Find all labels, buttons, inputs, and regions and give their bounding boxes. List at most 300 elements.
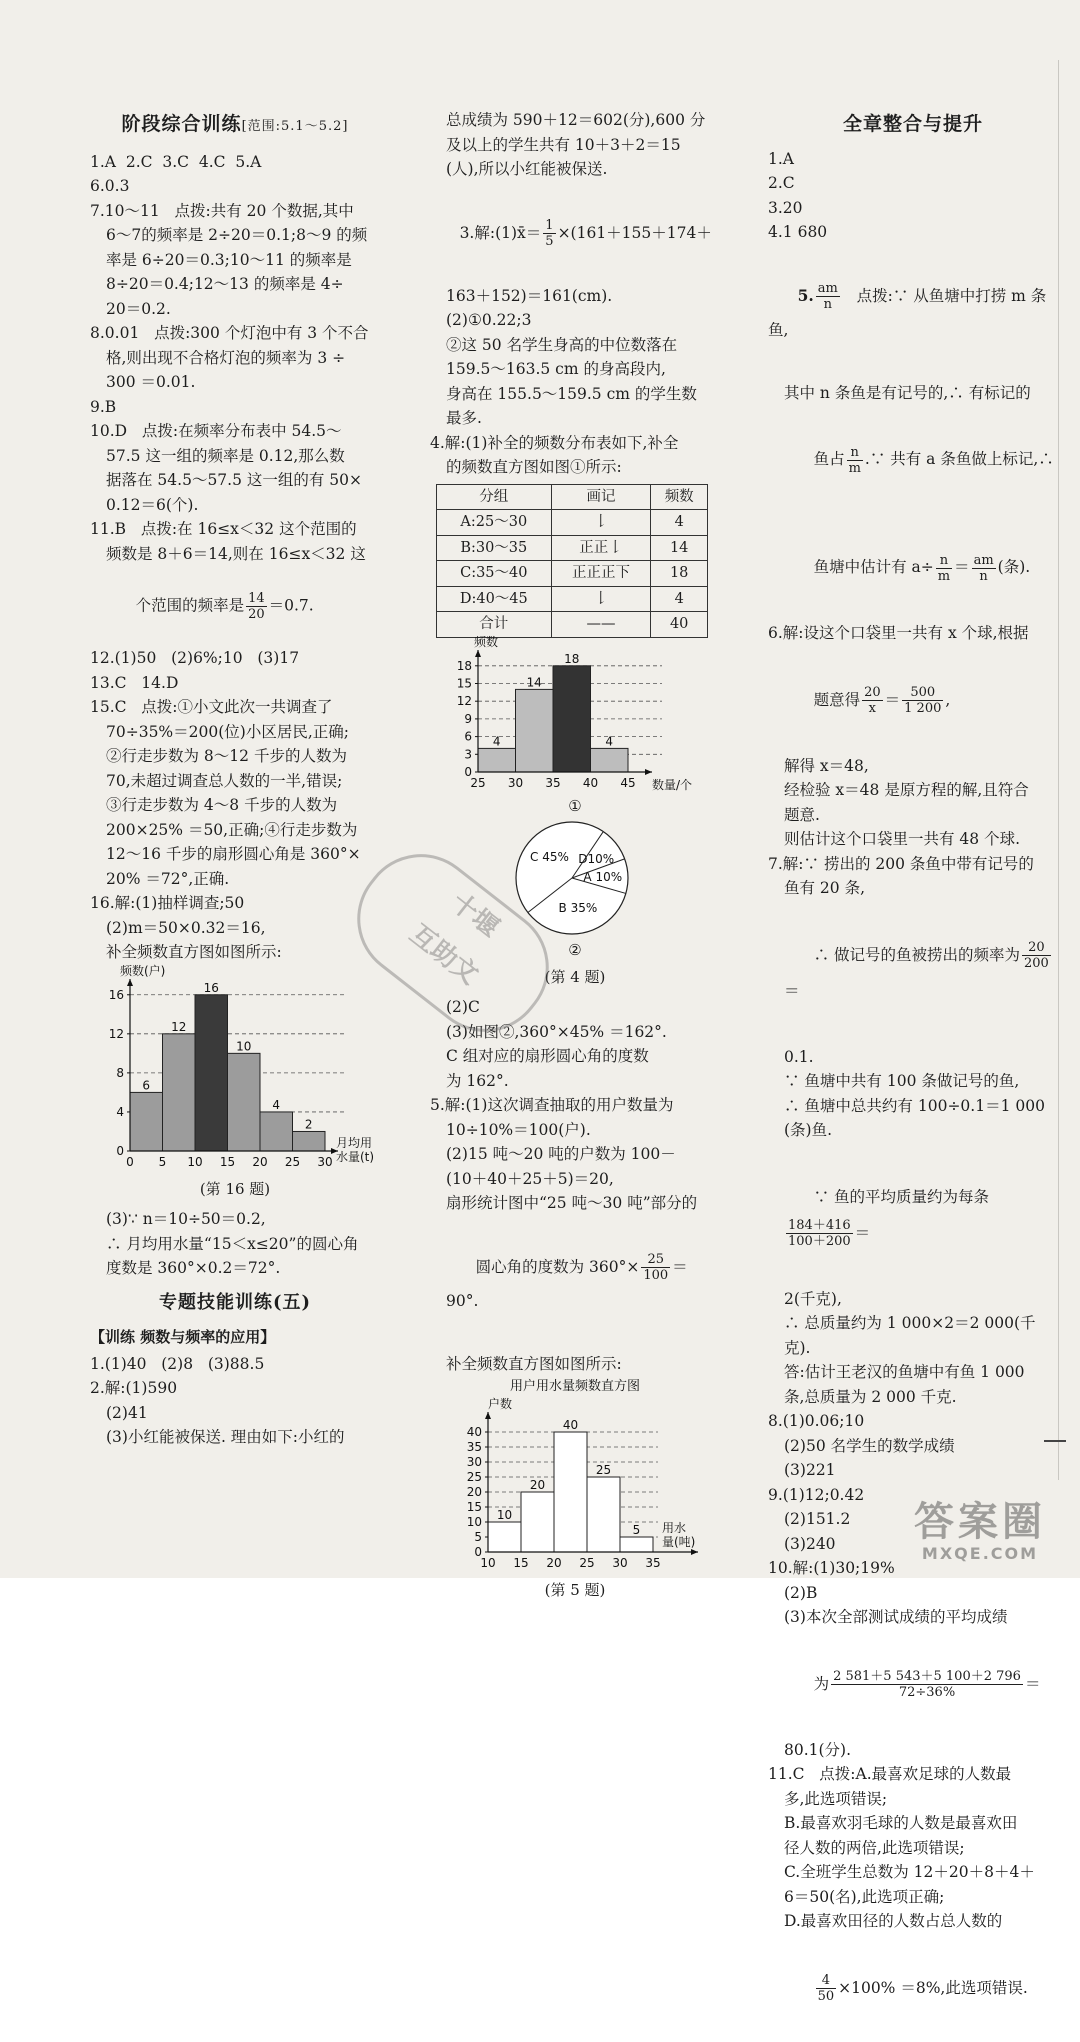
histogram-bar — [554, 1432, 587, 1552]
answer-line: 多,此选项错误; — [784, 1789, 888, 1808]
section-title-stage — [90, 112, 380, 140]
frac-mid: ＝ — [884, 690, 901, 709]
bar-value-label: 12 — [171, 1019, 187, 1034]
frac-pre: 3.解:(1)x̄＝ — [459, 223, 542, 242]
frac-post: .∵ 共有 a 条鱼做上标记,∴ — [864, 450, 1054, 468]
q5-fraction-line — [430, 1216, 720, 1352]
section-title-chapter: 全章整合与提升 — [842, 113, 983, 135]
answer-line: 1.(1)40 (2)8 (3)88.5 — [90, 1354, 265, 1373]
answer-line: 总成绩为 590＋12＝602(分),600 分 — [446, 111, 706, 129]
numerator: 4 — [816, 1973, 837, 1989]
answer-line: 克). — [784, 1338, 811, 1357]
answer-line: 11.C 点拨:A.最喜欢足球的人数最 — [768, 1765, 1012, 1783]
y-tick-label: 9 — [464, 711, 472, 726]
answer-line: 最多. — [446, 409, 482, 427]
answer-line: 15.C 点拨:①小文此次一共调查了 — [90, 698, 333, 716]
fraction — [862, 685, 883, 716]
table-cell: C:35～40 — [437, 561, 552, 587]
bar-value-label: 25 — [595, 1463, 612, 1477]
frac-post: ＝ — [1024, 1674, 1041, 1693]
fraction — [902, 685, 943, 716]
histogram-bar — [130, 1092, 163, 1151]
y-tick-label: 0 — [464, 764, 472, 779]
answer-line: B.最喜欢羽毛球的人数是最喜欢田 — [784, 1814, 1018, 1832]
answer-line: 0.1. — [784, 1047, 814, 1066]
table-cell: 𠄌 — [551, 586, 651, 612]
pie-slice-label: A 10% — [583, 869, 623, 884]
table-cell: 14 — [651, 535, 708, 561]
table-cell: B:30～35 — [437, 535, 552, 561]
answer-line: 解得 x＝48, — [784, 756, 869, 775]
y-axis-arrow — [475, 650, 481, 657]
column-3 — [768, 108, 1058, 2042]
answer-line: 5.解:(1)这次调查抽取的用户数量为 — [430, 1096, 674, 1114]
watermark-title: 答案圈 — [914, 1499, 1046, 1545]
numerator: 20 — [1022, 940, 1051, 956]
col2-lines-b — [430, 284, 720, 480]
table-cell: 合计 — [437, 612, 552, 638]
y-axis-arrow — [127, 979, 133, 986]
fraction — [936, 553, 952, 584]
table-row — [437, 612, 708, 638]
pie-label: ② — [568, 941, 582, 959]
answer-line: 经检验 x＝48 是原方程的解,且符合 — [784, 781, 1029, 799]
x-tick-label: 10 — [480, 1556, 496, 1570]
answer-line: 12.(1)50 (2)6%;10 (3)17 — [90, 649, 300, 667]
col1-lines — [90, 150, 380, 567]
frac-pre: 鱼占 — [813, 450, 845, 468]
answer-line: 及以上的学生共有 10＋3＋2＝15 — [446, 135, 681, 154]
answer-line: 10.D 点拨:在频率分布表中 54.5～ — [90, 422, 342, 440]
histogram-q4 — [430, 634, 720, 794]
table-cell: 4 — [651, 510, 708, 536]
frac-pre: 为 — [813, 1674, 830, 1693]
frac-pre: ∴ 做记号的鱼被捞出的频率为 — [813, 945, 1020, 964]
answer-line: 8.0.01 点拨:300 个灯泡中有 3 个不合 — [90, 324, 369, 342]
table-cell: —— — [551, 612, 651, 638]
table-header-cell: 频数 — [651, 484, 708, 510]
answer-line: 4.1 680 — [768, 223, 828, 241]
frac-post: ×(161＋155＋174＋ — [557, 223, 712, 242]
x-tick-label: 45 — [620, 775, 636, 790]
section-title-skill: 专题技能训练(五) — [158, 1291, 312, 1313]
answer-line: 163＋152)＝161(cm). — [446, 286, 613, 305]
denominator: 200 — [1024, 956, 1049, 971]
col3-lines — [768, 147, 1058, 245]
bar-value-label: 10 — [496, 1508, 513, 1522]
histogram-bar — [488, 1522, 521, 1552]
answer-line: (2)41 — [106, 1403, 148, 1422]
y-tick-label: 40 — [466, 1425, 482, 1439]
bar-value-label: 4 — [605, 733, 614, 748]
answer-line: 答:估计王老汉的鱼塘中有鱼 1 000 — [784, 1363, 1025, 1381]
answer-line: (2)m＝50×0.32＝16, — [106, 918, 266, 937]
table-cell: 正正𠄌 — [551, 535, 651, 561]
numerator: 500 — [902, 685, 943, 701]
answer-line: 2(千克), — [784, 1289, 842, 1308]
answer-line: 径人数的两倍,此选项错误; — [784, 1838, 965, 1857]
table-header-row — [437, 484, 708, 510]
x-tick-label: 20 — [546, 1556, 562, 1570]
answer-line: 格,则出现不合格灯泡的频率为 3 ÷ — [106, 348, 346, 367]
answer-line: ∴ 鱼塘中总共约有 100÷0.1＝1 000 — [784, 1096, 1045, 1115]
table-cell: D:40～45 — [437, 586, 552, 612]
answer-line: 20% ＝72°,正确. — [106, 869, 230, 888]
caption-q4: (第 4 题) — [544, 967, 606, 986]
histogram-bar — [521, 1492, 554, 1552]
frac-pre: 圆心角的度数为 360°× — [475, 1257, 640, 1276]
chart-title: 用户用水量频数直方图 — [509, 1379, 641, 1394]
x-tick-label: 40 — [582, 775, 599, 790]
y-tick-label: 18 — [456, 658, 472, 673]
answer-line: 据落在 54.5～57.5 这一组的有 50× — [106, 471, 363, 489]
answer-line: 159.5～163.5 cm 的身高段内, — [446, 360, 666, 378]
frac-post: ＝90°. — [446, 1257, 688, 1310]
histogram-q5 — [430, 1376, 720, 1576]
col2-lines-d — [430, 1352, 720, 1377]
answer-line: ③行走步数为 4～8 千步的人数为 — [106, 796, 338, 814]
frac-post: ＝0.7. — [268, 596, 314, 614]
numerator: am — [973, 552, 994, 568]
table-row — [437, 561, 708, 587]
histogram-bar — [163, 1033, 196, 1150]
y-tick-label: 0 — [474, 1545, 482, 1559]
numerator: 1 — [545, 218, 554, 233]
denominator: 1 200 — [904, 701, 942, 716]
x-tick-label: 0 — [126, 1154, 134, 1169]
frac-pre: ∵ 鱼的平均质量约为每条 — [813, 1187, 989, 1206]
answer-line: ∵ 鱼塘中共有 100 条做记号的鱼, — [784, 1072, 1020, 1090]
x-tick-label: 35 — [545, 775, 561, 790]
x-tick-label: 25 — [579, 1556, 595, 1570]
denominator: n — [823, 297, 832, 312]
answer-line: (2)C — [446, 998, 480, 1016]
answer-line: (3)221 — [784, 1461, 836, 1479]
y-tick-label: 12 — [108, 1026, 124, 1041]
numerator: 14 — [248, 590, 265, 606]
pie-slice-label: D10% — [578, 852, 615, 867]
table-cell: 40 — [651, 612, 708, 638]
y-tick-label: 15 — [466, 1500, 482, 1514]
histogram-bar — [620, 1537, 653, 1552]
answer-line: 13.C 14.D — [90, 673, 179, 692]
page-edge-mark — [1044, 1440, 1066, 1442]
y-tick-label: 6 — [464, 729, 472, 744]
answer-line: ②这 50 名学生身高的中位数落在 — [446, 335, 678, 354]
q5-line-c — [768, 405, 1058, 513]
y-tick-label: 15 — [456, 676, 472, 690]
answer-line: C.全班学生总数为 12＋20＋8＋4＋ — [784, 1863, 1035, 1881]
denominator: 5 — [545, 234, 554, 249]
numerator: 184＋416 — [788, 1218, 851, 1233]
answer-line: 200×25% ＝50,正确;④行走步数为 — [106, 820, 358, 839]
denominator: 100 — [643, 1268, 669, 1283]
watermark-url: MXQE.COM — [921, 1544, 1039, 1563]
frac-post: 点拨:∵ 从鱼塘中打捞 m 条鱼, — [768, 286, 1047, 339]
answer-line: 70,未超过调查总人数的一半,错误; — [106, 771, 343, 790]
bar-value-label: 5 — [632, 1523, 641, 1537]
y-axis-label: 频数(户) — [120, 963, 166, 978]
frac-post: ＝ — [854, 1223, 871, 1242]
column-2 — [430, 108, 720, 1609]
numerator: 20 — [864, 685, 881, 700]
answer-line: 2.C — [768, 174, 795, 192]
answer-line: 7.解:∵ 捞出的 200 条鱼中带有记号的 — [768, 854, 1034, 873]
bar-value-label: 6 — [142, 1077, 151, 1092]
histogram-bar — [260, 1111, 293, 1150]
answer-line: D.最喜欢田径的人数占总人数的 — [784, 1912, 1003, 1930]
fraction — [816, 1973, 837, 2004]
x-axis-arrow — [645, 769, 652, 775]
q10-fraction-line — [768, 1630, 1058, 1738]
table-header-cell: 分组 — [437, 484, 552, 510]
histogram-bar — [516, 689, 554, 772]
answer-line: 8.(1)0.06;10 — [768, 1412, 865, 1430]
x-axis-label: 用水 — [662, 1521, 687, 1535]
answer-line: 的频数直方图如图①所示: — [446, 458, 622, 476]
fraction — [847, 445, 863, 476]
answer-line: (3)240 — [784, 1534, 836, 1553]
table-header-cell: 画记 — [551, 484, 651, 510]
answer-line: (3)本次全部测试成绩的平均成绩 — [784, 1608, 1008, 1626]
page-fold-line — [1058, 60, 1059, 1480]
answer-line: 身高在 155.5～159.5 cm 的学生数 — [446, 384, 697, 403]
q3-line-1 — [430, 182, 720, 284]
answer-line: 6.0.3 — [90, 177, 130, 195]
fraction — [246, 591, 267, 622]
x-tick-label: 30 — [612, 1556, 628, 1570]
col2-lines — [430, 108, 720, 182]
table-cell: 18 — [651, 561, 708, 587]
answer-line: (2)50 名学生的数学成绩 — [784, 1436, 955, 1455]
q11-fraction-line — [768, 1934, 1058, 2042]
denominator: 72÷36% — [898, 1685, 956, 1700]
bar-value-label: 40 — [562, 1418, 579, 1432]
x-tick-label: 15 — [513, 1556, 529, 1570]
x-tick-label: 25 — [470, 775, 486, 790]
col3-lines-d — [768, 1287, 1058, 1630]
q5-line-a — [768, 245, 1058, 381]
stage-title: 阶段综合训练 — [121, 113, 242, 135]
frac-post: ＝ — [784, 981, 800, 1000]
numerator: n — [936, 553, 952, 569]
answer-line: 鱼有 20 条, — [784, 879, 866, 897]
table-row — [437, 535, 708, 561]
q7-fraction-line-2 — [768, 1143, 1058, 1287]
answer-line: 则估计这个口袋里一共有 48 个球. — [784, 830, 1021, 848]
stamp-line-1: 十堰 — [444, 887, 505, 944]
answer-line: 57.5 这一组的频率是 0.12,那么数 — [106, 446, 345, 465]
caption-q16: (第 16 题) — [199, 1179, 271, 1198]
answer-line: (10＋40＋25＋5)＝20, — [446, 1169, 614, 1188]
answer-line: 1.A — [768, 149, 794, 168]
table-row — [437, 586, 708, 612]
answer-line: (人),所以小红能被保送. — [446, 160, 608, 178]
frac-pre: 5. — [797, 285, 814, 305]
stage-range: [范围:5.1～5.2] — [241, 119, 349, 134]
bar-value-label: 4 — [492, 733, 501, 748]
answer-line: 11.B 点拨:在 16≤x＜32 这个范围的 — [90, 520, 357, 538]
frac-mid: ＝ — [954, 558, 970, 576]
x-axis-label: 月均用 — [336, 1135, 373, 1150]
answer-line: (条)鱼. — [784, 1121, 833, 1139]
answer-line: 扇形统计图中“25 吨～30 吨”部分的 — [446, 1194, 698, 1212]
y-axis-label: 频数 — [474, 634, 499, 649]
x-axis-label: 水量(t) — [336, 1149, 375, 1164]
answer-line: 2.解:(1)590 — [90, 1379, 178, 1397]
numerator: 2 581＋5 543＋5 100＋2 796 — [833, 1669, 1021, 1684]
answer-line: 7.10～11 点拨:共有 20 个数据,其中 — [90, 201, 354, 220]
answer-line: (2)①0.22;3 — [446, 311, 532, 329]
y-tick-label: 25 — [466, 1470, 482, 1484]
answer-line: 度数是 360°×0.2＝72°. — [106, 1259, 281, 1277]
frac-post: ×100% ＝8%,此选项错误. — [838, 1978, 1028, 1997]
x-tick-label: 5 — [158, 1154, 167, 1169]
x-tick-label: 20 — [252, 1154, 268, 1169]
answer-line: 频数是 8＋6＝14,则在 16≤x＜32 这 — [106, 544, 366, 563]
denominator: 20 — [248, 606, 265, 622]
y-tick-label: 10 — [466, 1515, 482, 1529]
answer-line: 20＝0.2. — [106, 299, 171, 318]
frac-post: , — [945, 690, 951, 709]
frac-post: (条). — [997, 558, 1031, 576]
stamp-line-2: 互助文 — [403, 918, 484, 991]
answer-line: 9.(1)12;0.42 — [768, 1485, 865, 1504]
y-tick-label: 20 — [466, 1485, 482, 1499]
answer-line: 为 162°. — [446, 1071, 509, 1090]
col3-lines-b — [768, 754, 1058, 901]
bar-value-label: 4 — [272, 1097, 281, 1112]
y-axis-label: 户数 — [488, 1397, 513, 1411]
answer-line: 80.1(分). — [784, 1740, 852, 1759]
y-tick-label: 0 — [116, 1143, 124, 1158]
col1-lines-3 — [90, 1207, 380, 1281]
x-tick-label: 30 — [317, 1154, 333, 1169]
answer-line: (2)151.2 — [784, 1510, 851, 1528]
denominator: n — [979, 568, 988, 584]
answer-line: 10.解:(1)30;19% — [768, 1559, 895, 1577]
answer-line: 补全频数直方图如图所示: — [446, 1354, 622, 1373]
y-tick-label: 4 — [116, 1104, 124, 1119]
y-tick-label: 3 — [464, 746, 472, 761]
answer-line: 16.解:(1)抽样调查;50 — [90, 894, 245, 912]
y-tick-label: 30 — [466, 1455, 482, 1469]
fraction — [816, 281, 840, 312]
answer-line: 4.解:(1)补全的频数分布表如下,补全 — [430, 433, 679, 452]
q7-fraction-line — [768, 901, 1058, 1045]
answer-line: ∴ 月均用水量“15＜x≤20”的圆心角 — [106, 1234, 359, 1253]
table-cell: A:25～30 — [437, 510, 552, 536]
bar-value-label: 10 — [236, 1038, 252, 1053]
y-tick-label: 5 — [474, 1530, 482, 1544]
answer-line: 补全频数直方图如图所示: — [106, 943, 282, 961]
answer-line: 1.A 2.C 3.C 4.C 5.A — [90, 152, 262, 171]
y-axis-arrow — [485, 1412, 491, 1419]
q5-line-d — [768, 513, 1058, 621]
y-tick-label: 8 — [116, 1065, 124, 1080]
x-axis-label: 数量/个 — [652, 777, 693, 792]
denominator: x — [868, 701, 877, 716]
histogram-bar — [553, 665, 591, 771]
pie-slice-label: B 35% — [558, 901, 598, 916]
fraction — [1022, 940, 1051, 971]
x-axis-label: 量(吨) — [662, 1535, 696, 1549]
bar-value-label: 2 — [304, 1116, 313, 1131]
answer-line: ②行走步数为 8～12 千步的人数为 — [106, 747, 347, 765]
answer-line: (3)∵ n＝10÷50＝0.2, — [106, 1210, 266, 1228]
x-tick-label: 35 — [645, 1556, 661, 1570]
caption-q5: (第 5 题) — [544, 1581, 606, 1599]
histogram-bar — [195, 994, 228, 1150]
answer-line: 8÷20＝0.4;12～13 的频率是 4÷ — [106, 275, 344, 293]
pie-slice-label: C 45% — [530, 849, 569, 864]
column-1 — [90, 108, 380, 1450]
histogram-bar — [228, 1053, 261, 1151]
q6-line-b — [768, 646, 1058, 754]
x-tick-label: 10 — [187, 1154, 203, 1169]
fraction — [641, 1252, 670, 1283]
frequency-table — [436, 484, 708, 638]
numerator: am — [817, 281, 838, 296]
answer-line: (3)如图②,360°×45% ＝162°. — [446, 1022, 667, 1041]
denominator: 100＋200 — [788, 1234, 851, 1249]
x-axis-arrow — [691, 1549, 698, 1555]
fraction — [543, 218, 555, 249]
histogram-bar — [591, 748, 629, 772]
answer-line: 300 ＝0.01. — [106, 373, 196, 391]
numerator: 25 — [641, 1252, 670, 1268]
col1-lines-4 — [90, 1352, 380, 1450]
q11-fraction-line — [90, 566, 380, 646]
bar-value-label: 16 — [203, 980, 219, 995]
chart-q4-label: ① — [568, 796, 582, 815]
frac-pre: 题意得 — [813, 690, 861, 709]
answer-line: 条,总质量为 2 000 千克. — [784, 1387, 957, 1406]
denominator: m — [937, 568, 951, 584]
denominator: m — [848, 460, 861, 476]
table-cell: 𠄌 — [551, 510, 651, 536]
watermark-logo — [895, 1500, 1065, 1565]
answer-line: 3.20 — [768, 198, 803, 217]
denominator: 50 — [817, 1989, 835, 2004]
answer-line: 12～16 千步的扇形圆心角是 360°× — [106, 845, 361, 863]
fraction — [972, 553, 996, 584]
frac-pre: 个范围的频率是 — [135, 596, 245, 614]
answer-line: 题意. — [784, 805, 820, 824]
y-tick-label: 12 — [456, 693, 472, 708]
x-tick-label: 25 — [284, 1154, 301, 1169]
answer-line: (2)15 吨～20 吨的户数为 100－ — [446, 1145, 676, 1163]
answer-line: 6＝50(名),此选项正确; — [784, 1887, 945, 1906]
answer-line: (3)小红能被保送. 理由如下:小红的 — [106, 1428, 345, 1446]
fraction — [831, 1669, 1023, 1700]
answer-line: 70÷35%＝200(位)小区居民,正确; — [106, 722, 349, 741]
x-tick-label: 15 — [219, 1154, 236, 1169]
q5-line-b: 其中 n 条鱼是有记号的,∴ 有标记的 — [784, 383, 1031, 402]
histogram-q16 — [90, 965, 380, 1175]
frac-pre: 鱼塘中估计有 a÷ — [813, 558, 934, 576]
answer-line: 10÷10%＝100(户). — [446, 1120, 591, 1139]
fraction — [786, 1218, 853, 1249]
x-tick-label: 30 — [507, 775, 524, 790]
y-tick-label: 35 — [466, 1440, 482, 1454]
col1-lines-2 — [90, 646, 380, 965]
table-cell: 正正正下 — [551, 561, 651, 587]
table-row — [437, 510, 708, 536]
q6-line-a: 6.解:设这个口袋里一共有 x 个球,根据 — [768, 624, 1029, 642]
bar-value-label: 14 — [526, 674, 542, 689]
col3-lines-e — [768, 1738, 1058, 1934]
